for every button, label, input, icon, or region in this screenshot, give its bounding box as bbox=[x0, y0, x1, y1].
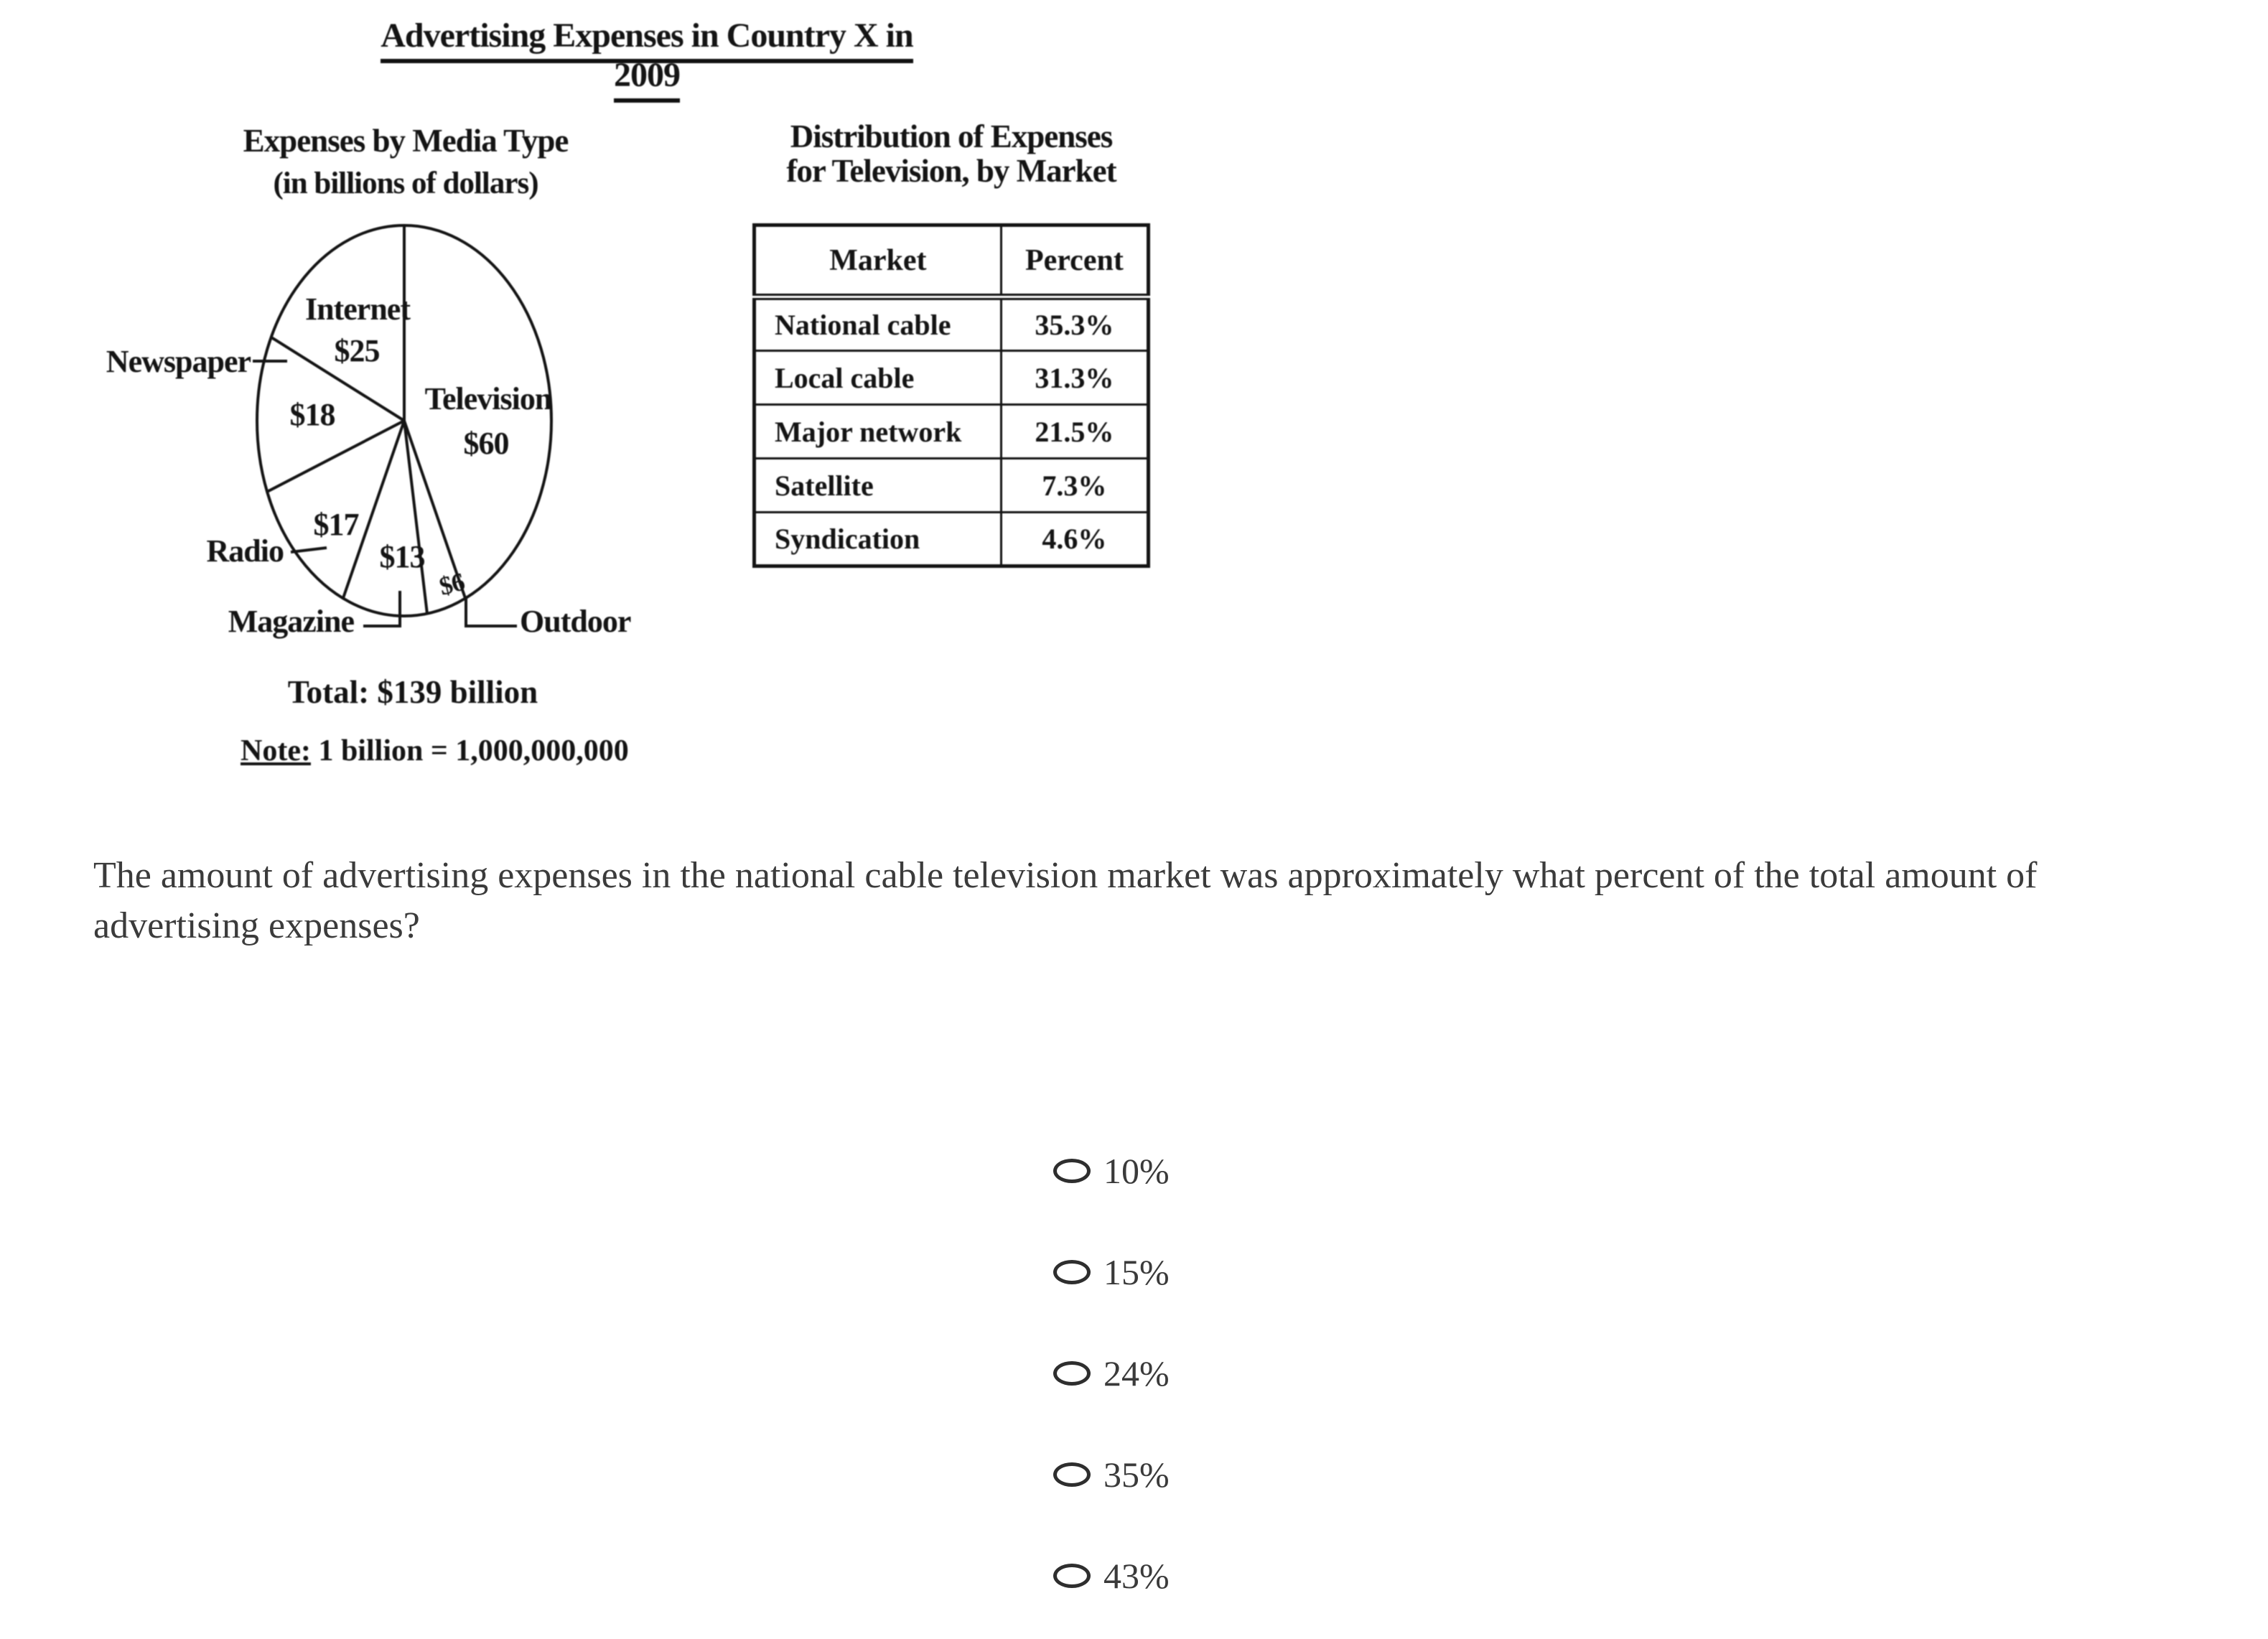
pie-value-internet: $25 bbox=[334, 333, 380, 368]
radio-button-icon[interactable] bbox=[1053, 1260, 1091, 1284]
tv-market-table bbox=[752, 223, 1150, 568]
table-cell-market: Syndication bbox=[755, 513, 1002, 566]
pie-label-newspaper: Newspaper bbox=[106, 344, 251, 379]
radio-button-icon[interactable] bbox=[1053, 1159, 1091, 1183]
table-cell-market: Major network bbox=[755, 405, 1002, 459]
table-cell-percent: 31.3% bbox=[1001, 351, 1148, 405]
pie-label-television: Television bbox=[424, 381, 552, 416]
answer-option-24[interactable] bbox=[1053, 1348, 1170, 1398]
option-label: 43% bbox=[1103, 1556, 1170, 1596]
option-label: 24% bbox=[1103, 1353, 1170, 1393]
table-cell-percent: 21.5% bbox=[1001, 405, 1148, 459]
option-label: 10% bbox=[1103, 1151, 1170, 1191]
pie-total: Total: $139 billion bbox=[287, 674, 538, 710]
pie-chart-subtitle: (in billions of dollars) bbox=[273, 167, 538, 200]
figure-title-text: Advertising Expenses in Country X in 2009 bbox=[381, 17, 913, 103]
table-row bbox=[755, 513, 1149, 566]
answer-options bbox=[1053, 1146, 1170, 1601]
pie-value-television: $60 bbox=[463, 426, 509, 461]
radio-leader-line bbox=[291, 548, 327, 552]
answer-option-43[interactable] bbox=[1053, 1551, 1170, 1601]
pie-value-radio: $17 bbox=[313, 507, 359, 542]
answer-option-10[interactable] bbox=[1053, 1146, 1170, 1196]
table-header-percent: Percent bbox=[1001, 225, 1148, 297]
table-header-row bbox=[755, 225, 1149, 297]
option-label: 15% bbox=[1103, 1252, 1170, 1292]
answer-option-35[interactable] bbox=[1053, 1449, 1170, 1500]
question-text: The amount of advertising expenses in the national cable television market was approximately what percent of the total amount of advertising expenses? bbox=[93, 855, 2038, 946]
table-row bbox=[755, 459, 1149, 513]
table-cell-percent: 4.6% bbox=[1001, 513, 1148, 566]
pie-chart bbox=[43, 208, 675, 653]
option-label: 35% bbox=[1103, 1454, 1170, 1495]
table-row bbox=[755, 297, 1149, 351]
pie-label-magazine: Magazine bbox=[228, 604, 354, 639]
pie-value-newspaper: $18 bbox=[289, 397, 335, 432]
note-text: 1 billion = 1,000,000,000 bbox=[318, 734, 629, 767]
table-header-market: Market bbox=[755, 225, 1002, 297]
table-cell-market: National cable bbox=[755, 297, 1002, 351]
pie-value-outdoor: $6 bbox=[436, 566, 467, 601]
table-title-line1: Distribution of Expenses bbox=[790, 118, 1113, 154]
question-figure bbox=[0, 0, 1221, 804]
table-cell-percent: 7.3% bbox=[1001, 459, 1148, 513]
answer-option-15[interactable] bbox=[1053, 1247, 1170, 1297]
radio-button-icon[interactable] bbox=[1053, 1462, 1091, 1487]
radio-button-icon[interactable] bbox=[1053, 1361, 1091, 1386]
table-row bbox=[755, 405, 1149, 459]
pie-label-internet: Internet bbox=[305, 291, 410, 327]
table-cell-market: Satellite bbox=[755, 459, 1002, 513]
table-cell-percent: 35.3% bbox=[1001, 297, 1148, 351]
table-cell-market: Local cable bbox=[755, 351, 1002, 405]
note-label: Note: bbox=[241, 734, 311, 767]
table-title-line2: for Television, by Market bbox=[786, 153, 1116, 189]
pie-note bbox=[241, 734, 629, 768]
magazine-leader-line bbox=[363, 591, 400, 626]
figure-title bbox=[373, 16, 920, 95]
radio-button-icon[interactable] bbox=[1053, 1564, 1091, 1588]
table-row bbox=[755, 351, 1149, 405]
pie-label-outdoor: Outdoor bbox=[520, 604, 631, 639]
pie-value-magazine: $13 bbox=[379, 539, 425, 574]
outdoor-leader-line bbox=[466, 598, 517, 626]
pie-chart-title: Expenses by Media Type bbox=[243, 123, 569, 159]
pie-label-radio: Radio bbox=[206, 533, 284, 569]
